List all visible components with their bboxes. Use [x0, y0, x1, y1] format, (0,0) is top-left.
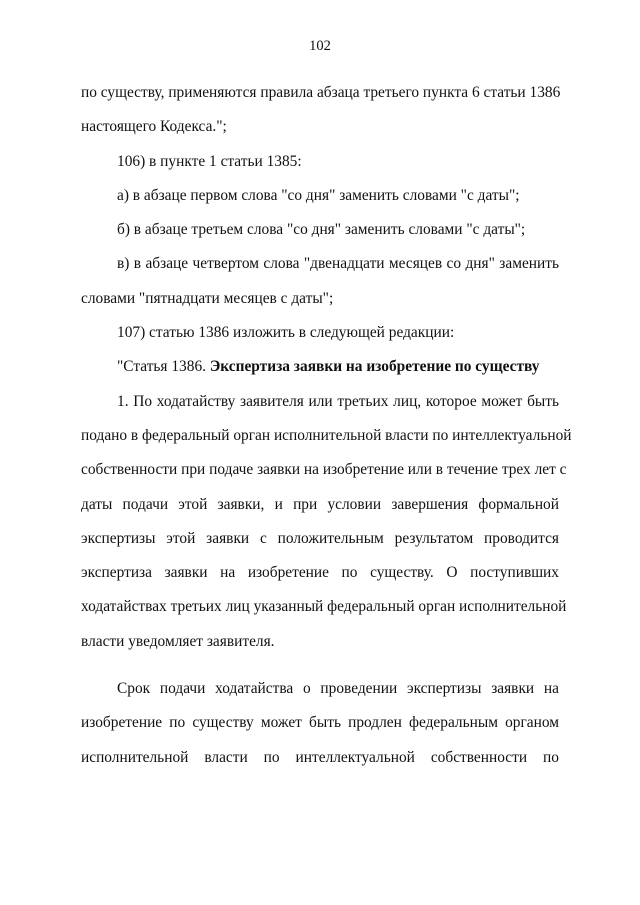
- text-line: ходатайствах третьих лиц указанный федеральный орган исполнительной: [81, 598, 567, 616]
- article-clause-1: [81, 385, 572, 659]
- paragraph-item-107: 107) статью 1386 изложить в следующей редакции:: [117, 324, 455, 342]
- text-line: в) в абзаце четвертом слова "двенадцати месяцев со дня" заменить: [117, 255, 559, 273]
- text-line: 1. По ходатайству заявителя или третьих лиц, которое может быть: [117, 392, 559, 410]
- paragraph-item-106: 106) в пункте 1 статьи 1385:: [117, 152, 302, 170]
- paragraph-item-v: [81, 247, 559, 316]
- text-line: даты подачи этой заявки, и при условии завершения формальной: [81, 495, 559, 513]
- paragraph-item-a: а) в абзаце первом слова "со дня" заменить словами "с даты";: [117, 186, 520, 204]
- text-line: словами "пятнадцати месяцев с даты";: [81, 289, 334, 307]
- text-line: власти уведомляет заявителя.: [81, 632, 275, 650]
- text-line: настоящего Кодекса.";: [81, 118, 227, 136]
- paragraph-continuation: [81, 76, 559, 145]
- text-line: Срок подачи ходатайства о проведении экспертизы заявки на: [117, 680, 559, 698]
- document-body: [81, 76, 572, 775]
- text-line: подано в федеральный орган исполнительной власти по интеллектуальной: [81, 426, 572, 444]
- page-number: 102: [309, 38, 331, 54]
- text-line: изобретение по существу может быть продлен федеральным органом: [81, 714, 559, 732]
- text-line: экспертиза заявки на изобретение по существу. О поступивших: [81, 564, 559, 582]
- article-clause-term: [81, 672, 559, 775]
- paragraph-item-b: б) в абзаце третьем слова "со дня" заменить словами "с даты";: [117, 221, 526, 239]
- text-line: исполнительной власти по интеллектуальной собственности по: [81, 748, 559, 766]
- article-heading: [81, 350, 559, 384]
- article-number: "Статья 1386.: [117, 358, 210, 376]
- text-line: экспертизы этой заявки с положительным результатом проводится: [81, 529, 559, 547]
- article-title: Экспертиза заявки на изобретение по существу: [209, 358, 540, 376]
- text-line: собственности при подаче заявки на изобретение или в течение трех лет с: [81, 461, 567, 479]
- text-line: по существу, применяются правила абзаца третьего пункта 6 статьи 1386: [81, 84, 561, 101]
